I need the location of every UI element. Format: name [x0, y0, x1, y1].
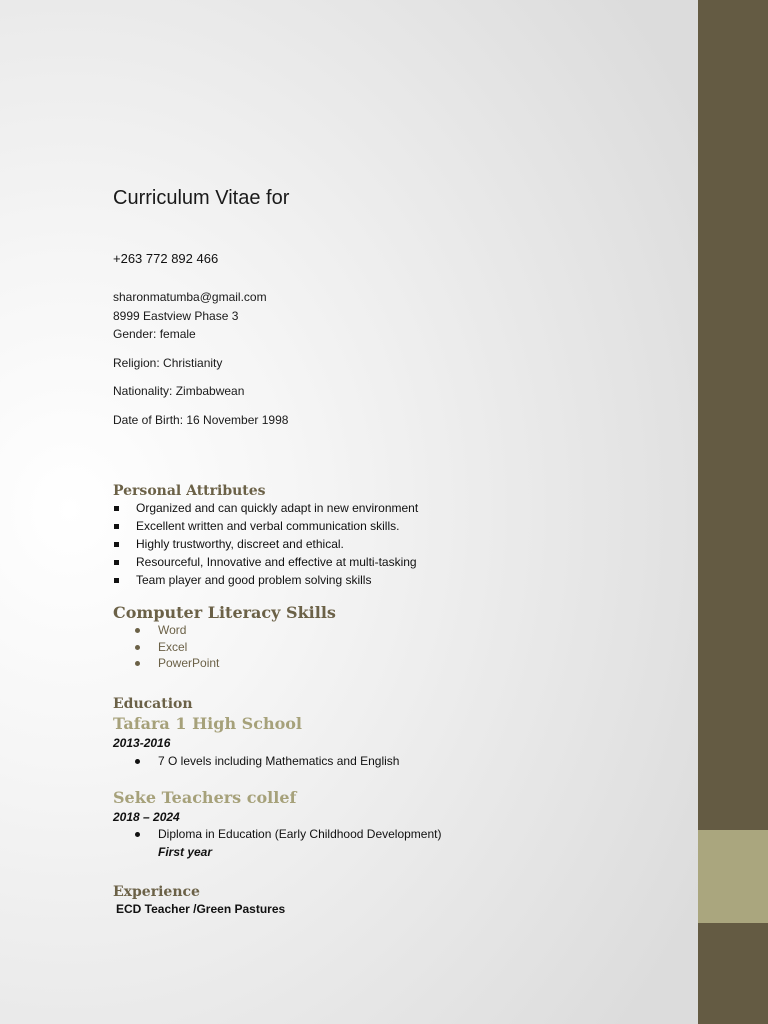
list-item: PowerPoint	[113, 656, 219, 673]
nationality: Nationality: Zimbabwean	[113, 384, 245, 398]
cv-title: Curriculum Vitae for	[113, 187, 290, 209]
education-details-list	[113, 754, 399, 769]
bullet-icon	[135, 661, 140, 666]
square-bullet-icon	[114, 542, 119, 547]
list-item: Organized and can quickly adapt in new environment	[113, 501, 418, 519]
square-bullet-icon	[114, 578, 119, 583]
computer-skills-list	[113, 623, 219, 673]
list-item: Diploma in Education (Early Childhood Development)	[113, 827, 441, 842]
sidebar-accent-block	[698, 830, 768, 923]
gender: Gender: female	[113, 327, 196, 341]
education-heading: Education	[113, 696, 193, 712]
bullet-icon	[135, 645, 140, 650]
list-item: 7 O levels including Mathematics and English	[113, 754, 399, 769]
experience-role: ECD Teacher /Green Pastures	[116, 902, 286, 916]
square-bullet-icon	[114, 506, 119, 511]
computer-skills-heading: Computer Literacy Skills	[113, 603, 336, 622]
education-details-list	[113, 827, 441, 842]
religion: Religion: Christianity	[113, 356, 223, 370]
list-item: Word	[113, 623, 219, 640]
address: 8999 Eastview Phase 3	[113, 309, 239, 323]
list-item: Team player and good problem solving skills	[113, 573, 418, 591]
list-item: Resourceful, Innovative and effective at multi-tasking	[113, 555, 418, 573]
school-years: 2013-2016	[113, 736, 171, 750]
bullet-icon	[135, 628, 140, 633]
personal-attributes-heading: Personal Attributes	[113, 483, 266, 499]
list-item: Highly trustworthy, discreet and ethical.	[113, 537, 418, 555]
phone-number: +263 772 892 466	[113, 251, 219, 266]
list-item: Excel	[113, 640, 219, 657]
email: sharonmatumba@gmail.com	[113, 290, 267, 304]
experience-heading: Experience	[113, 884, 200, 900]
list-item: Excellent written and verbal communication skills.	[113, 519, 418, 537]
square-bullet-icon	[114, 524, 119, 529]
bullet-icon	[135, 759, 140, 764]
date-of-birth: Date of Birth: 16 November 1998	[113, 413, 289, 427]
study-status: First year	[158, 845, 213, 859]
school-name: Seke Teachers collef	[113, 788, 297, 807]
personal-attributes-list	[113, 501, 418, 591]
bullet-icon	[135, 832, 140, 837]
square-bullet-icon	[114, 560, 119, 565]
school-years: 2018 – 2024	[113, 810, 180, 824]
school-name: Tafara 1 High School	[113, 714, 302, 733]
